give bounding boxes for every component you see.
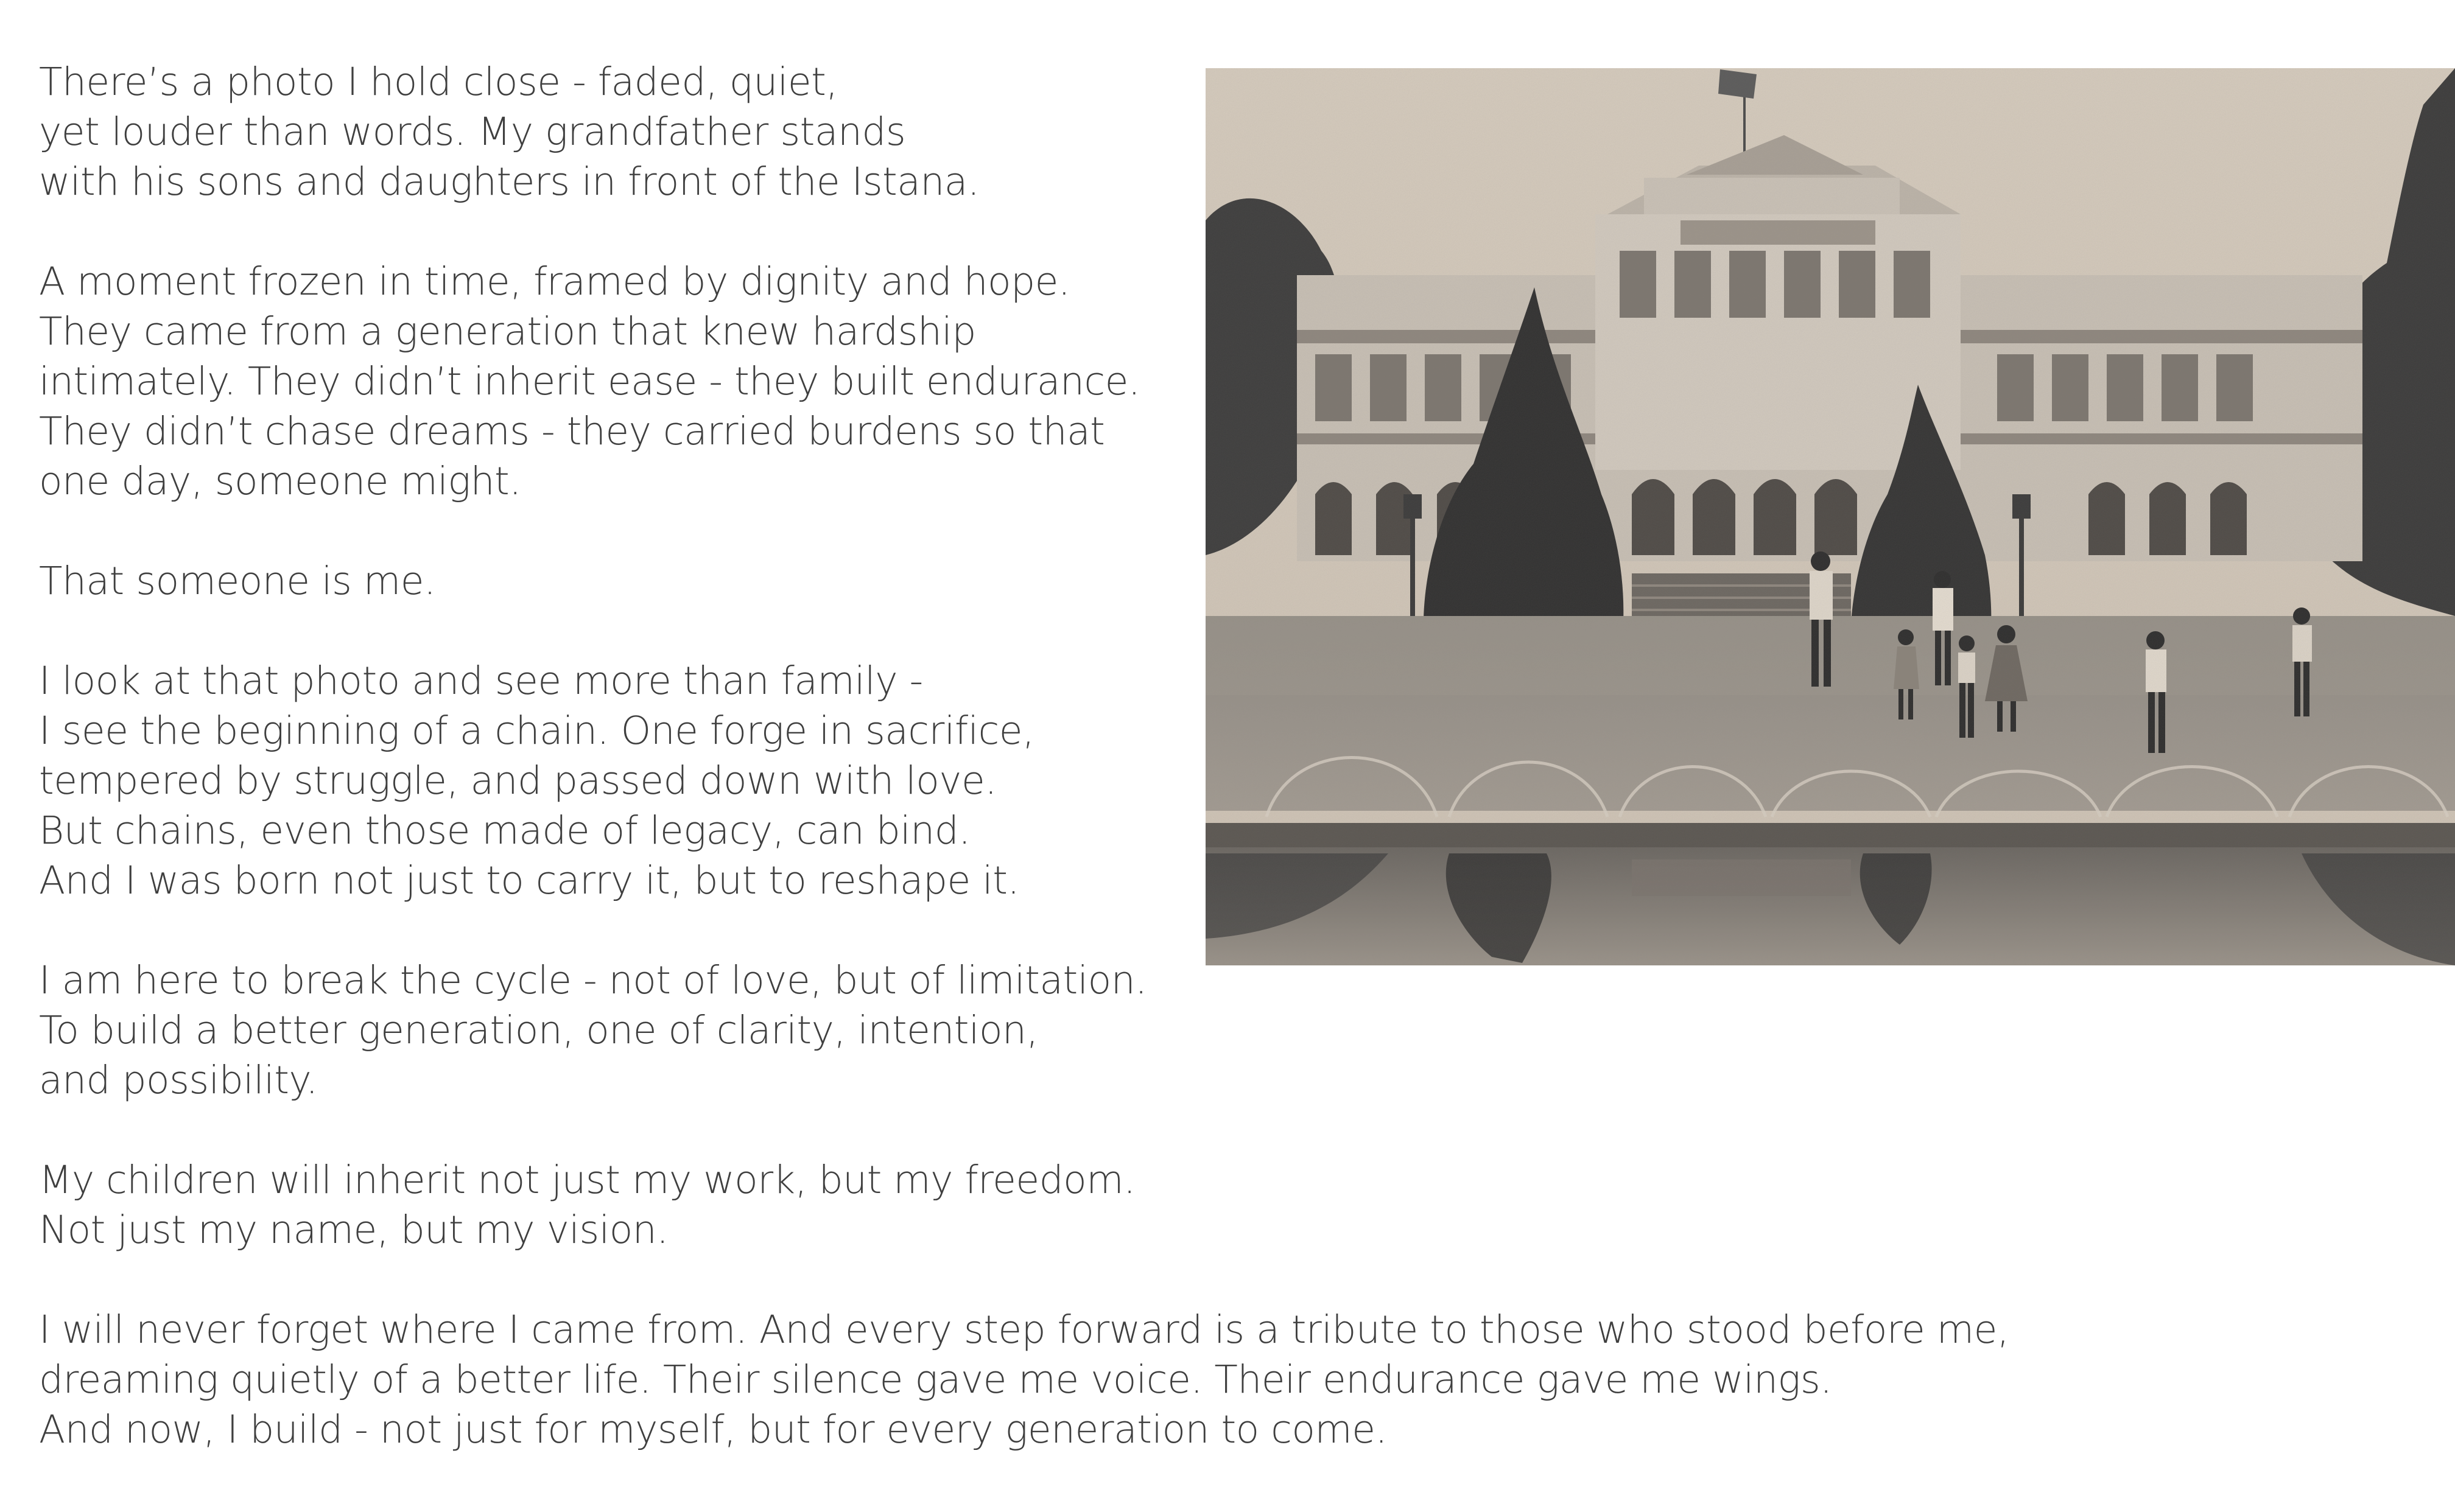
poem-line: They didn’t chase dreams - they carried burdens so that [39,409,1105,453]
poem-line: But chains, even those made of legacy, can bind. [39,808,971,853]
poem-line: I see the beginning of a chain. One forge in sacrifice, [39,709,1034,753]
poem-line: tempered by struggle, and passed down with love. [39,758,997,803]
poem-line: yet louder than words. My grandfather stands [39,110,906,154]
poem-line: one day, someone might. [39,459,521,503]
poem-line: My children will inherit not just my work, but my freedom. [39,1158,1136,1202]
poem-line: intimately. They didn’t inherit ease - they built endurance. [39,359,1140,404]
stanza-6 [39,1155,2365,1255]
poem-line: To build a better generation, one of clarity, intention, [39,1008,1038,1052]
poem-line: A moment frozen in time, framed by dignity and hope. [39,259,1070,304]
poem-line: There’s a photo I hold close - faded, quiet, [39,60,838,104]
poem-line: They came from a generation that knew hardship [39,309,976,354]
stanza-5 [39,956,2365,1105]
poem-line: And I was born not just to carry it, but to reshape it. [39,858,1020,903]
poem-line: I am here to break the cycle - not of love, but of limitation. [39,958,1147,1003]
istana-photo [1206,68,2455,965]
poem-line: I look at that photo and see more than family - [39,659,923,703]
poem-line: and possibility. [39,1058,318,1102]
istana-photo-image [1206,68,2455,965]
poem-line: And now, I build - not just for myself, but for every generation to come. [39,1407,1388,1452]
poem-line: Not just my name, but my vision. [39,1208,669,1252]
poem-line: dreaming quietly of a better life. Their silence gave me voice. Their endurance gave me wings. [39,1357,1832,1402]
stanza-7 [39,1305,2365,1455]
poem-line: with his sons and daughters in front of the Istana. [39,159,980,204]
poem-line: That someone is me. [39,559,436,603]
poem-line: I will never forget where I came from. And every step forward is a tribute to those who stood before me, [39,1307,2009,1352]
